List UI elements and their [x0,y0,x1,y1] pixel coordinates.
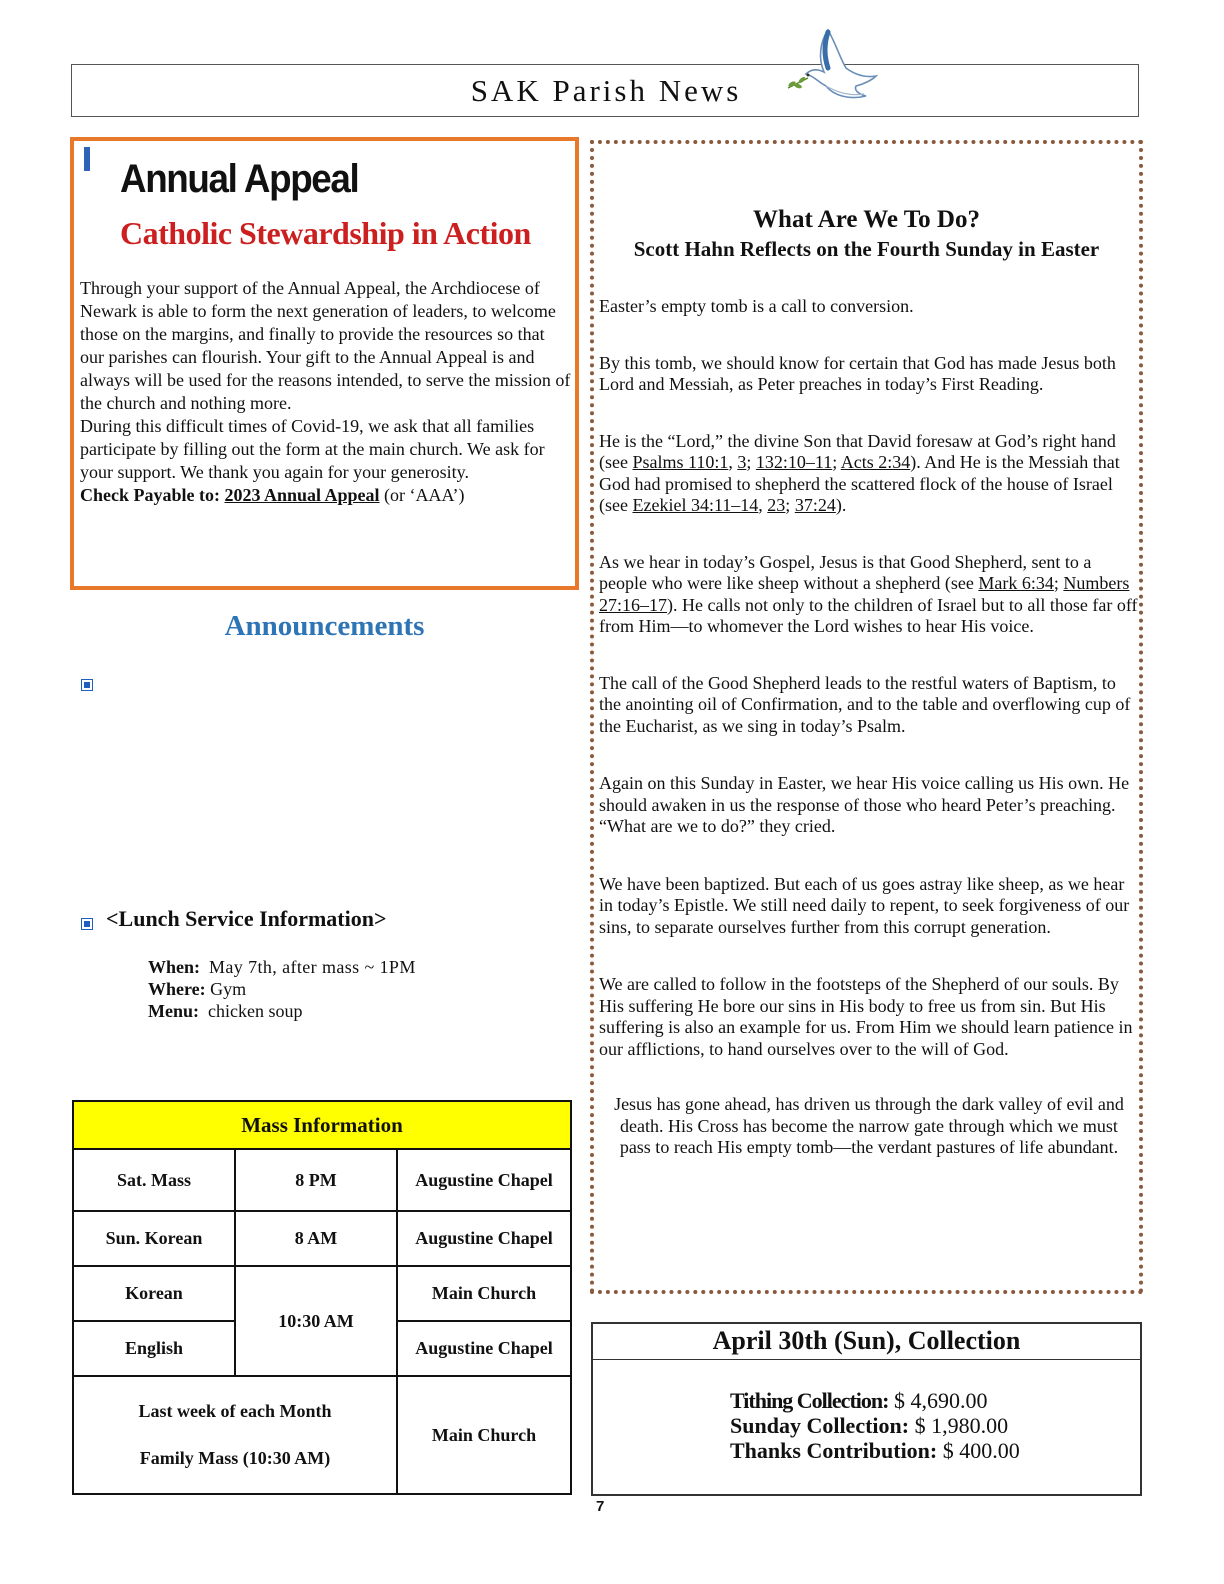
appeal-accent-mark [84,147,90,171]
mass-place: Augustine Chapel [397,1211,571,1266]
table-row [73,1211,571,1266]
article-paragraph: He is the “Lord,” the divine Son that David foresaw at God’s right hand (see Psalms 110:1, 3; 132:10–11; Acts 2:34). And He is the Messiah that God had promised to shepherd the scattered flock of the house of Israel (see Ezekiel 34:11–14, 23; 37:24). [599,430,1120,515]
scripture-link[interactable]: 3 [737,452,747,472]
thanks-row [730,1438,1020,1463]
article-title: What Are We To Do? [753,206,980,233]
article-paragraph: The call of the Good Shepherd leads to the restful waters of Baptism, to the anointing oil of Confirmation, and to the table and overflowing cup of the Eucharist, as we sing in today’s Psalm. [599,672,1131,736]
check-value: 2023 Annual Appeal [224,485,380,505]
check-note: (or ‘AAA’) [384,485,465,505]
scripture-link[interactable]: Mark 6:34 [978,573,1054,593]
mass-information-table [72,1100,572,1495]
appeal-paragraph: Through your support of the Annual Appeal, the Archdiocese of Newark is able to form the next generation of leaders, to welcome those on the margins, and finally to provide the resources so that our parishes can flourish. Your gift to the Annual Appeal is and always will be used for the reasons intended, to serve the mission of the church and nothing more. [80,278,571,413]
article-paragraph: As we hear in today’s Gospel, Jesus is that Good Shepherd, sent to a people who were like sheep without a shepherd (see Mark 6:34; Numbers 27:16–17). He calls not only to the children of Israel but to all those far off from Him—to whomever the Lord wishes to hear His voice. [599,551,1138,636]
mass-place: Augustine Chapel [397,1321,571,1376]
table-row [73,1376,571,1494]
scripture-link[interactable]: Ezekiel 34:11–14 [632,495,759,515]
reflection-article-box [590,140,1143,1294]
when-value: May 7th, after mass ~ 1PM [209,957,416,977]
mass-time: 10:30 AM [235,1266,397,1376]
mass-table-title: Mass Information [73,1101,571,1149]
article-closing-paragraph: Jesus has gone ahead, has driven us through the dark valley of evil and death. His Cross has become the narrow gate through which we must pass to reach His empty tomb—the verdant pastures of life abundant. [614,1094,1124,1157]
sunday-label: Sunday Collection: [730,1413,910,1438]
menu-label: Menu: [148,1001,199,1021]
mass-label: English [73,1321,235,1376]
scripture-link[interactable]: Acts 2:34 [840,452,911,472]
where-label: Where: [148,979,206,999]
article-subtitle: Scott Hahn Reflects on the Fourth Sunday in Easter [633,237,1100,261]
article-paragraph: We have been baptized. But each of us goes astray like sheep, as we hear in today’s Epistle. We still need daily to repent, to seek forgiveness of our sins, to separate ourselves further from this corrupt generation. [599,873,1130,937]
appeal-paragraph: During this difficult times of Covid-19, we ask that all families participate by filling out the form at the main church. We ask for your support. We thank you again for your generosity. [80,416,545,482]
family-mass-line: Family Mass (10:30 AM) [139,1448,331,1468]
check-payable-line [80,484,572,507]
collection-details [730,1388,1020,1463]
when-label: When: [148,957,201,977]
square-bullet-icon [81,918,93,930]
scripture-link[interactable]: 37:24 [794,495,836,515]
tithing-value: $ 4,690.00 [893,1388,988,1413]
lunch-menu-row [148,1000,416,1022]
article-body [599,296,1139,1194]
thanks-label: Thanks Contribution: [730,1438,938,1463]
sunday-row [730,1413,1020,1438]
newsletter-header [71,64,1139,117]
appeal-subtitle: Catholic Stewardship in Action [120,215,531,251]
table-row [73,1149,571,1211]
mass-time: 8 PM [235,1149,397,1211]
scripture-link[interactable]: Numbers 27:16–17 [599,573,1130,615]
family-mass-cell [73,1376,397,1494]
family-mass-line: Last week of each Month [138,1401,332,1421]
thanks-value: $ 400.00 [942,1438,1020,1463]
tithing-label: Tithing Collection: [730,1388,889,1413]
menu-value: chicken soup [208,1001,303,1021]
article-paragraph: Easter’s empty tomb is a call to conversion. [599,296,914,316]
mass-label: Korean [73,1266,235,1321]
mass-place: Main Church [397,1376,571,1494]
collection-box [591,1322,1142,1496]
article-paragraph: We are called to follow in the footsteps of the Shepherd of our souls. By His suffering He bore our sins in His body to free us from sin. But His suffering is also an example for us. From Him we should learn patience in our afflictions, to hand ourselves over to the will of God. [599,974,1133,1059]
mass-time: 8 AM [235,1211,397,1266]
tithing-row [730,1388,1020,1413]
where-value: Gym [210,979,247,999]
lunch-service-heading: <Lunch Service Information> [106,906,387,931]
scripture-link[interactable]: 23 [767,495,786,515]
check-label: Check Payable to: [80,485,220,505]
mass-place: Augustine Chapel [397,1149,571,1211]
article-paragraph: By this tomb, we should know for certain that God has made Jesus both Lord and Messiah, as Peter preaches in today’s First Reading. [599,352,1116,394]
appeal-title: Annual Appeal [120,157,359,201]
appeal-body [80,277,572,507]
square-bullet-icon [81,679,93,691]
page-number: 7 [596,1498,605,1515]
newsletter-title: SAK Parish News [470,73,742,108]
dove-icon [780,24,880,120]
mass-label: Sat. Mass [73,1149,235,1211]
lunch-service-details [148,956,416,1022]
scripture-link[interactable]: Psalms 110:1 [632,452,729,472]
mass-place: Main Church [397,1266,571,1321]
annual-appeal-box [70,137,579,590]
article-paragraph: Again on this Sunday in Easter, we hear His voice calling us His own. He should awaken in us the response of those who heard Peter’s preaching. “What are we to do?” they cried. [599,773,1130,836]
mass-label: Sun. Korean [73,1211,235,1266]
table-row [73,1266,571,1321]
announcements-title: Announcements [224,610,425,642]
lunch-when-row [148,956,416,978]
collection-title: April 30th (Sun), Collection [593,1324,1140,1360]
scripture-link[interactable]: 132:10–11 [755,452,833,472]
sunday-value: $ 1,980.00 [914,1413,1009,1438]
lunch-where-row [148,978,416,1000]
